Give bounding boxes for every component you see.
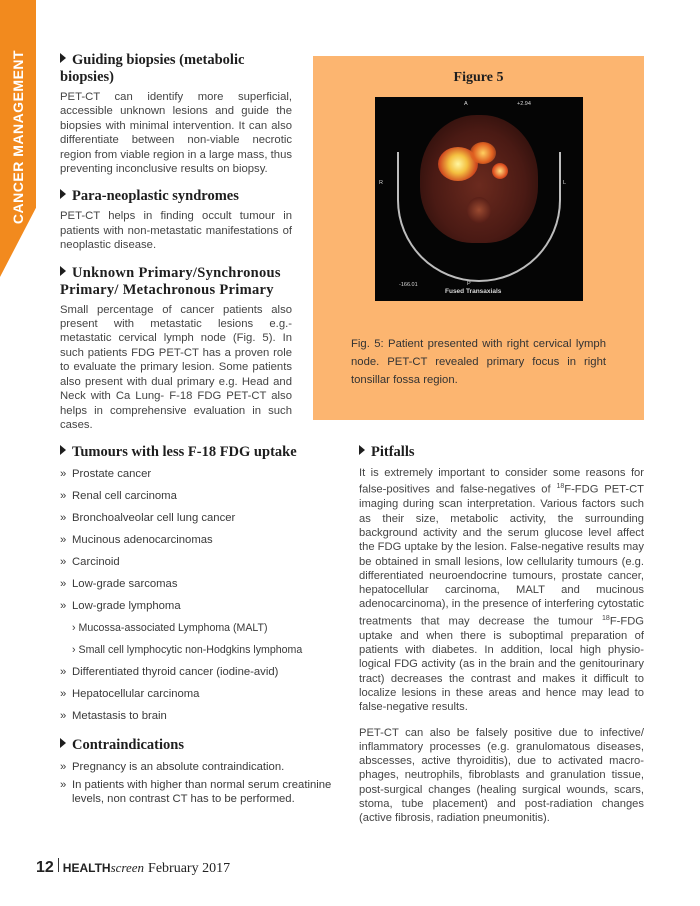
scan-hotspot-small [492,163,508,179]
section-heading [60,265,292,299]
list-item: » Low-grade sarcomas [60,577,350,591]
text-run: F-FDG uptake and when there is suboptimal preparation of patients with diabetes. In addition, local high physio-logical FDG activity (as in the brain and the genitourinary tract) decreases the contrast and makes it difficult to localize lesions in these areas and hence may lead to false-negative results. [359,615,644,714]
heading-text: Pitfalls [371,444,415,460]
sub-bullet-icon: › [72,644,76,656]
section-heading-contraindications [60,737,350,754]
scan-label-value-bottom: -166.01 [399,282,418,288]
list-subitem [60,643,350,657]
section-heading-pitfalls [359,444,644,461]
list-item: » Low-grade lymphoma [60,599,350,613]
pet-ct-scan-image [375,97,583,301]
heading-text: Para-neoplastic syndromes [72,188,239,205]
text-run: It is extremely important to consider some reasons for false-positives and false-negatives of [359,467,644,497]
list-subitem [60,621,350,635]
triangle-bullet-icon [60,738,66,748]
list-item: » Bronchoalveolar cell lung cancer [60,511,350,525]
section-paraneoplastic [60,188,292,252]
scan-hotspot-secondary [470,142,496,164]
heading-text: Tumours with less F-18 FDG uptake [72,444,297,460]
issue-date: February 2017 [148,861,231,876]
footer-divider [58,858,59,872]
subitem-text: Small cell lymphocytic non-Hodgkins lymphoma [78,644,303,656]
figure-box [313,56,644,420]
section-guiding-biopsies [60,52,292,176]
section-body: Small percentage of cancer patients also present with metastatic lesions e.g.- metastatic cervical lymph node (Fig. 5). In such patients FDG PET-CT has a proven role to evaluate the primary lesion. Some patients also present with dual primary e.g. Head and Neck with Ca Lung- F-18 FDG PET-CT also helps in comprehensive evaluation in such cases. [60,303,292,431]
heading-text: Unknown Primary/Synchronous Primary/ Metachronous Primary [60,264,281,298]
section-body: PET-CT helps in finding occult tumour in patients with non-metastatic manifestations of neoplastic disease. [60,210,292,252]
section-label [3,49,33,225]
page-footer [36,858,230,878]
triangle-bullet-icon [60,445,66,455]
magazine-brand-italic: screen [110,860,145,875]
superscript: 18 [556,483,565,491]
list-item: » In patients with higher than normal serum creatinine levels, non contrast CT has to be performed. [60,778,350,806]
section-unknown-primary [60,265,292,433]
scan-label-right: R [379,180,383,186]
scan-label-left: L [563,180,567,186]
magazine-brand-bold: HEALTH [62,861,111,875]
figure-title: Figure 5 [453,70,504,85]
list-item: » Prostate cancer [60,467,350,481]
sub-bullet-icon: › [72,622,76,634]
section-label-text: CANCER MANAGEMENT [10,49,26,225]
top-left-column [60,52,292,444]
superscript: 18 [602,614,610,622]
scan-label-anterior: A [464,101,468,107]
list-item: » Differentiated thyroid cancer (iodine-avid) [60,665,350,679]
heading-text: Contraindications [72,737,184,753]
list-item: » Hepatocellular carcinoma [60,687,350,701]
scan-head-region [420,115,538,243]
scan-label-value-top: +2.94 [517,101,531,107]
scan-label-posterior: P [467,281,471,287]
page-number: 12 [36,859,54,876]
list-item: » Renal cell carcinoma [60,489,350,503]
triangle-bullet-icon [60,189,66,199]
figure-caption: Fig. 5: Patient presented with right cervical lymph node. PET-CT revealed primary focus in right tonsillar fossa region. [351,338,606,386]
list-item: » Pregnancy is an absolute contraindication. [60,760,350,774]
uptake-list [60,467,350,723]
list-item: » Metastasis to brain [60,709,350,723]
section-body: PET-CT can identify more superficial, accessible unknown lesions and guide the biopsies with minimal intervention. It can also differentiate between non-viable necrotic region from viable region in a large mass, thus preventing inconclusive results on biopsy. [60,91,292,176]
scan-view-label: Fused Transaxials [445,288,502,295]
section-heading [60,52,292,86]
pitfalls-paragraph-2: PET-CT can also be falsely positive due to infective/ inflammatory processes (e.g. granulomatous diseases, abscesses, active thyroiditis), due to activated macro-phages, neutrophils, fibroblasts and granulation tissue, post-surgical changes (healing surgical wounds, scars, stoma, tube placement) and post-radiation changes (active fibrosis, radiation pneumonitis). [359,726,644,825]
pitfalls-paragraph-1 [359,466,644,715]
subitem-text: Mucossa-associated Lymphoma (MALT) [78,622,268,634]
list-item: » Mucinous adenocarcinomas [60,533,350,547]
contraindications-list [60,760,350,806]
bottom-left-column [60,444,350,814]
heading-text: Guiding biopsies (metabolic biopsies) [60,52,245,85]
triangle-bullet-icon [359,445,365,455]
section-heading-uptake [60,444,350,461]
scan-spine-region [467,197,491,223]
list-item: » Carcinoid [60,555,350,569]
section-heading [60,188,292,205]
triangle-bullet-icon [60,53,66,63]
text-run: F-FDG PET-CT imaging during scan interpretation. Various factors such as their size, metabolic activity, the surrounding background activity and the serum glucose level affect the FDG uptake by the lesion. False-negative results may be obtained in small lesions, low cellularity tumours (e.g. differentiated neuroendocrine tumours, prostate cancer, hepatocellular carcinoma, MALT and mucinous adenocarcinoma), in the presence of interfering cytostatic treatments that may decrease the tumour [359,484,645,628]
triangle-bullet-icon [60,266,66,276]
bottom-right-column [359,444,644,826]
